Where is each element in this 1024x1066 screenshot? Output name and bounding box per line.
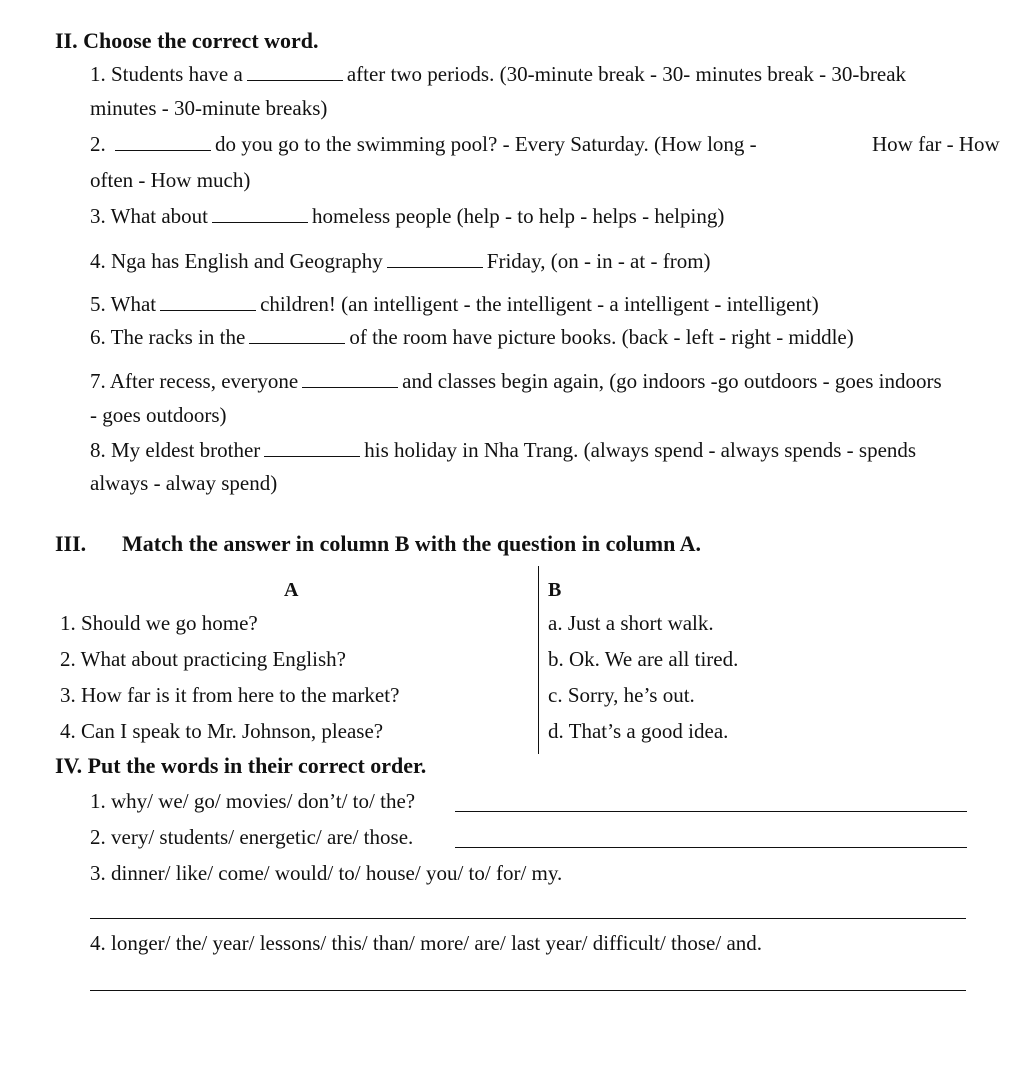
answer-line[interactable]	[90, 990, 966, 991]
col-a-item-4: 4. Can I speak to Mr. Johnson, please?	[60, 719, 384, 743]
item-text-pre: The racks in the	[110, 325, 246, 349]
section-4-title: IV. Put the words in their correct order.	[55, 753, 427, 778]
s4-item-2: 2. very/ students/ energetic/ are/ those.	[90, 825, 414, 849]
item-text-post: Friday, (on - in - at - from)	[486, 249, 711, 273]
section-3-number: III.	[55, 531, 87, 556]
answer-line[interactable]	[455, 811, 967, 812]
item-number: 3.	[90, 204, 106, 228]
section-2-title: II. Choose the correct word.	[55, 28, 319, 53]
col-b-item-a: a. Just a short walk.	[548, 611, 714, 635]
answer-blank[interactable]	[247, 64, 343, 81]
item-text-post: of the room have picture books. (back - left - right - middle)	[349, 325, 854, 349]
s2-item-1-cont: minutes - 30-minute breaks)	[90, 96, 328, 120]
answer-line[interactable]	[90, 918, 966, 919]
item-text-post: do you go to the swimming pool? - Every Saturday. (How long -	[215, 132, 757, 156]
answer-blank[interactable]	[302, 371, 398, 388]
answer-blank[interactable]	[387, 251, 483, 268]
item-text-post: his holiday in Nha Trang. (always spend - always spends - spends	[364, 438, 917, 462]
col-a-item-1: 1. Should we go home?	[60, 611, 258, 635]
item-text-post: homeless people (help - to help - helps - helping)	[312, 204, 725, 228]
s4-item-1: 1. why/ we/ go/ movies/ don’t/ to/ the?	[90, 789, 416, 813]
answer-blank[interactable]	[212, 206, 308, 223]
s2-item-7	[90, 371, 942, 392]
item-text-pre: Students have a	[111, 62, 243, 86]
s2-item-7-cont: - goes outdoors)	[90, 403, 227, 427]
answer-blank[interactable]	[264, 440, 360, 457]
answer-blank[interactable]	[115, 134, 211, 151]
column-b-header: B	[548, 579, 562, 601]
item-number: 2.	[90, 132, 106, 156]
item-number: 6.	[90, 325, 106, 349]
col-b-item-b: b. Ok. We are all tired.	[548, 647, 739, 671]
item-text-post: after two periods. (30-minute break - 30- minutes break - 30-break	[346, 62, 907, 86]
col-b-item-d: d. That’s a good idea.	[548, 719, 729, 743]
s2-item-3	[90, 206, 724, 227]
col-a-item-2: 2. What about practicing English?	[60, 647, 346, 671]
s2-item-1	[90, 64, 906, 85]
s4-item-4: 4. longer/ the/ year/ lessons/ this/ than/ more/ are/ last year/ difficult/ those/ and.	[90, 931, 763, 955]
item-text-post: and classes begin again, (go indoors -go outdoors - goes indoors	[402, 369, 942, 393]
item-text-post: children! (an intelligent - the intelligent - a intelligent - intelligent)	[260, 292, 819, 316]
item-text-pre: My eldest brother	[111, 438, 261, 462]
item-number: 1.	[90, 62, 106, 86]
s4-item-3: 3. dinner/ like/ come/ would/ to/ house/ you/ to/ for/ my.	[90, 861, 563, 885]
s2-item-5	[90, 294, 819, 315]
s2-item-2-tail: How far - How	[872, 132, 1000, 156]
s2-item-8-cont: always - alway spend)	[90, 471, 278, 495]
s2-item-6	[90, 327, 854, 348]
col-a-item-3: 3. How far is it from here to the market?	[60, 683, 400, 707]
item-text-pre: After recess, everyone	[109, 369, 299, 393]
item-number: 4.	[90, 249, 106, 273]
s2-item-2	[90, 134, 757, 155]
item-text-pre: What	[110, 292, 157, 316]
item-text-pre: What about	[110, 204, 209, 228]
section-3-title: Match the answer in column B with the question in column A.	[122, 531, 701, 556]
answer-line[interactable]	[455, 847, 967, 848]
item-text-pre: Nga has English and Geography	[111, 249, 383, 273]
s2-item-8	[90, 440, 916, 461]
s2-item-2-cont: often - How much)	[90, 168, 251, 192]
column-a-header: A	[284, 579, 299, 601]
item-number: 7.	[90, 369, 106, 393]
s2-item-4	[90, 251, 711, 272]
answer-blank[interactable]	[160, 294, 256, 311]
col-b-item-c: c. Sorry, he’s out.	[548, 683, 695, 707]
column-divider	[538, 566, 539, 754]
answer-blank[interactable]	[249, 327, 345, 344]
item-number: 5.	[90, 292, 106, 316]
item-number: 8.	[90, 438, 106, 462]
